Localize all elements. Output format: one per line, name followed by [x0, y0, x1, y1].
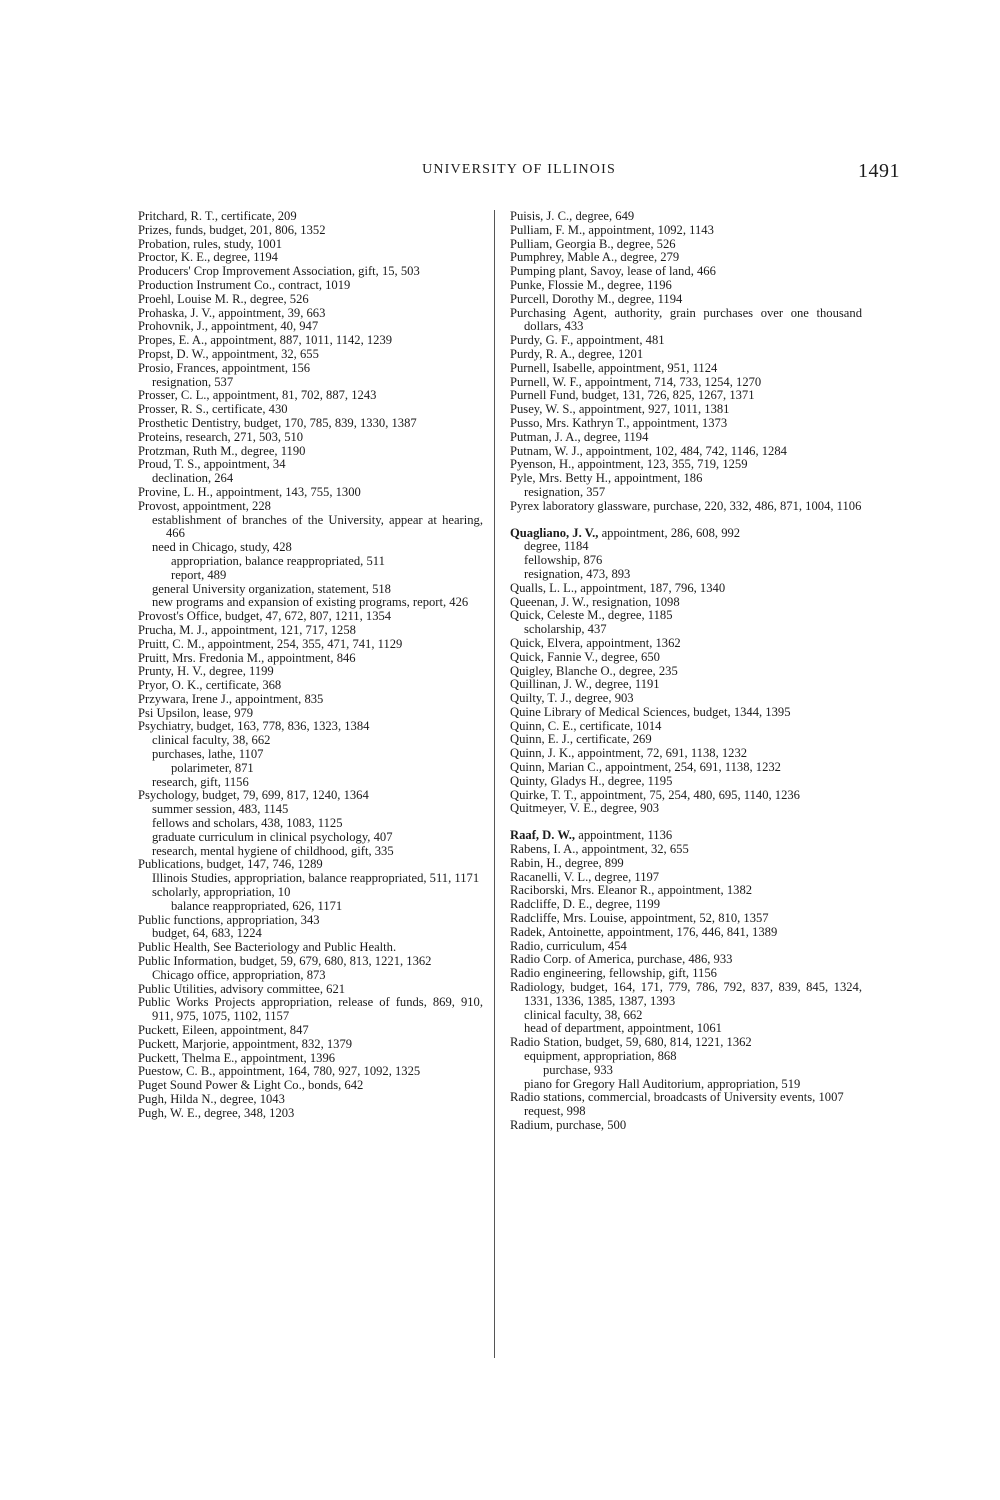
index-subentry: summer session, 483, 1145	[152, 802, 289, 817]
index-entry: Proctor, K. E., degree, 1194	[138, 250, 278, 265]
index-subentry: balance reappropriated, 626, 1171	[171, 898, 343, 913]
index-entry: Quinn, J. K., appointment, 72, 691, 1138, 1232	[510, 746, 748, 761]
index-entry: Putnam, W. J., appointment, 102, 484, 742, 1146, 1284	[510, 443, 787, 458]
index-entry: Puckett, Eileen, appointment, 847	[138, 1023, 309, 1038]
index-entry: Rabin, H., degree, 899	[510, 855, 624, 870]
index-entry: Quick, Fannie V., degree, 650	[510, 649, 660, 664]
index-subentry: general University organization, statement, 518	[152, 581, 391, 596]
index-entry: Rabens, I. A., appointment, 32, 655	[510, 842, 689, 857]
index-entry: Quirke, T. T., appointment, 75, 254, 480, 695, 1140, 1236	[510, 787, 800, 802]
index-entry: Purchasing Agent, authority, grain purchases over one thousand dollars, 433	[510, 305, 862, 334]
index-entry: Prohaska, J. V., appointment, 39, 663	[138, 305, 326, 320]
index-entry: Purcell, Dorothy M., degree, 1194	[510, 291, 683, 306]
index-entry: Propst, D. W., appointment, 32, 655	[138, 346, 319, 361]
index-subentry: budget, 64, 683, 1224	[152, 926, 262, 941]
index-entry: Pyenson, H., appointment, 123, 355, 719, 1259	[510, 457, 748, 472]
index-entry: Qualls, L. L., appointment, 187, 796, 1340	[510, 580, 726, 595]
index-entry: Pulliam, Georgia B., degree, 526	[510, 236, 676, 251]
index-subentry: declination, 264	[152, 471, 234, 486]
index-heading-name: Raaf, D. W.,	[510, 828, 576, 843]
running-head: UNIVERSITY OF ILLINOIS	[422, 162, 616, 177]
index-entry: Quinn, E. J., certificate, 269	[510, 732, 652, 747]
page-number: 1491	[858, 160, 900, 182]
index-entry: Quinn, Marian C., appointment, 254, 691, 1138, 1232	[510, 760, 781, 775]
index-entry: Purnell Fund, budget, 131, 726, 825, 1267, 1371	[510, 388, 755, 403]
index-entry: Pritchard, R. T., certificate, 209	[138, 209, 297, 223]
index-entry: Quilty, T. J., degree, 903	[510, 691, 634, 706]
index-entry: Proehl, Louise M. R., degree, 526	[138, 291, 309, 306]
index-entry: Public Information, budget, 59, 679, 680, 813, 1221, 1362	[138, 954, 432, 969]
index-entry: Public functions, appropriation, 343	[138, 912, 320, 927]
index-entry: Raciborski, Mrs. Eleanor R., appointment, 1382	[510, 883, 753, 898]
index-entry: Production Instrument Co., contract, 1019	[138, 277, 351, 292]
index-entry: Prunty, H. V., degree, 1199	[138, 664, 274, 679]
index-entry: Pruitt, Mrs. Fredonia M., appointment, 846	[138, 650, 356, 665]
index-entry: Radcliffe, D. E., degree, 1199	[510, 897, 661, 912]
index-entry: Protzman, Ruth M., degree, 1190	[138, 443, 306, 458]
index-entry: Radiology, budget, 164, 171, 779, 786, 792, 837, 839, 845, 1324, 1331, 1336, 1385, 1387, 1393	[510, 980, 862, 1008]
index-subentry: clinical faculty, 38, 662	[524, 1007, 643, 1022]
index-entry: Provine, L. H., appointment, 143, 755, 1300	[138, 484, 361, 499]
index-entry: Purnell, W. F., appointment, 714, 733, 1254, 1270	[510, 374, 762, 389]
index-entry: Racanelli, V. L., degree, 1197	[510, 869, 660, 884]
index-subentry: report, 489	[171, 567, 227, 582]
index-subentry: purchase, 933	[543, 1062, 613, 1077]
index-entry: Psychiatry, budget, 163, 778, 836, 1323, 1384	[138, 719, 370, 734]
index-entry: Provost, appointment, 228	[138, 498, 271, 513]
index-entry: Psychology, budget, 79, 699, 817, 1240, 1364	[138, 788, 369, 803]
index-subentry: polarimeter, 871	[171, 760, 254, 775]
index-entry: Psi Upsilon, lease, 979	[138, 705, 254, 720]
index-entry: Prosthetic Dentistry, budget, 170, 785, 839, 1330, 1387	[138, 415, 417, 430]
index-entry: Quine Library of Medical Sciences, budget, 1344, 1395	[510, 704, 791, 719]
index-subentry: head of department, appointment, 1061	[524, 1021, 722, 1036]
index-subentry: resignation, 537	[152, 374, 234, 389]
index-entry: Purdy, R. A., degree, 1201	[510, 346, 644, 361]
index-entry: Producers' Crop Improvement Association, gift, 15, 503	[138, 264, 420, 279]
index-entry: Radio, curriculum, 454	[510, 938, 627, 953]
index-entry: Pruitt, C. M., appointment, 254, 355, 471, 741, 1129	[138, 636, 403, 651]
index-entry: Puestow, C. B., appointment, 164, 780, 927, 1092, 1325	[138, 1064, 421, 1079]
index-entry: Purnell, Isabelle, appointment, 951, 1124	[510, 360, 718, 375]
index-entry: Raaf, D. W., appointment, 1136	[510, 828, 673, 843]
index-entry: Probation, rules, study, 1001	[138, 236, 283, 251]
index-entry: Pyrex laboratory glassware, purchase, 220, 332, 486, 871, 1004, 1106	[510, 498, 862, 513]
index-entry: Prosio, Frances, appointment, 156	[138, 360, 311, 375]
index-entry: Quillinan, J. W., degree, 1191	[510, 677, 660, 692]
index-entry: Public Utilities, advisory committee, 621	[138, 981, 346, 996]
index-entry: Puisis, J. C., degree, 649	[510, 209, 635, 223]
index-subentry: scholarship, 437	[524, 622, 607, 637]
index-entry: Radium, purchase, 500	[510, 1118, 627, 1132]
index-entry: Prosser, C. L., appointment, 81, 702, 887, 1243	[138, 388, 377, 403]
index-subentry: fellows and scholars, 438, 1083, 1125	[152, 816, 343, 831]
index-subentry: resignation, 357	[524, 484, 606, 499]
index-subentry: degree, 1184	[524, 539, 589, 554]
index-subentry: resignation, 473, 893	[524, 566, 631, 581]
index-entry: Quigley, Blanche O., degree, 235	[510, 663, 678, 678]
index-entry: Quinn, C. E., certificate, 1014	[510, 718, 662, 733]
index-entry: Puckett, Marjorie, appointment, 832, 1379	[138, 1036, 353, 1051]
index-entry: Prohovnik, J., appointment, 40, 947	[138, 319, 319, 334]
index-entry: Punke, Flossie M., degree, 1196	[510, 277, 672, 292]
index-entry: Quick, Elvera, appointment, 1362	[510, 635, 681, 650]
index-subentry: graduate curriculum in clinical psychology, 407	[152, 829, 393, 844]
index-entry: Purdy, G. F., appointment, 481	[510, 333, 665, 348]
index-subentry: clinical faculty, 38, 662	[152, 733, 271, 748]
index-entry: Public Works Projects appropriation, release of funds, 869, 910, 911, 975, 1075, 1102, 1157	[138, 995, 483, 1024]
index-entry: Puckett, Thelma E., appointment, 1396	[138, 1050, 336, 1065]
index-entry: Queenan, J. W., resignation, 1098	[510, 594, 680, 609]
index-subentry: purchases, lathe, 1107	[152, 747, 264, 762]
index-entry: Radio stations, commercial, broadcasts of University events, 1007	[510, 1090, 844, 1105]
index-entry: Pumping plant, Savoy, lease of land, 466	[510, 264, 716, 279]
index-column-right	[510, 210, 862, 1133]
index-subentry: appropriation, balance reappropriated, 511	[171, 553, 385, 568]
index-entry: Publications, budget, 147, 746, 1289	[138, 857, 323, 872]
index-entry: Prizes, funds, budget, 201, 806, 1352	[138, 222, 326, 237]
index-subentry: Illinois Studies, appropriation, balance reappropriated, 511, 1171	[152, 871, 480, 886]
index-entry: Radek, Antoinette, appointment, 176, 446, 841, 1389	[510, 924, 778, 939]
index-entry: Quinty, Gladys H., degree, 1195	[510, 773, 673, 788]
index-subentry: research, mental hygiene of childhood, gift, 335	[152, 843, 394, 858]
index-entry: Pulliam, F. M., appointment, 1092, 1143	[510, 222, 714, 237]
index-entry: Quitmeyer, V. E., degree, 903	[510, 801, 660, 816]
index-subentry: piano for Gregory Hall Auditorium, appropriation, 519	[524, 1076, 801, 1091]
index-entry: Radio Station, budget, 59, 680, 814, 1221, 1362	[510, 1035, 752, 1050]
index-entry: Provost's Office, budget, 47, 672, 807, 1211, 1354	[138, 609, 392, 624]
index-entry: Putman, J. A., degree, 1194	[510, 429, 649, 444]
index-entry: Pryor, O. K., certificate, 368	[138, 678, 282, 693]
index-entry: Pugh, Hilda N., degree, 1043	[138, 1092, 285, 1106]
index-subentry: need in Chicago, study, 428	[152, 540, 292, 555]
index-subentry: research, gift, 1156	[152, 774, 249, 789]
index-subentry: request, 998	[524, 1104, 586, 1119]
index-entry: Propes, E. A., appointment, 887, 1011, 1142, 1239	[138, 333, 393, 348]
index-entry: Radio engineering, fellowship, gift, 1156	[510, 966, 717, 981]
index-entry: Quick, Celeste M., degree, 1185	[510, 608, 673, 623]
index-entry: Pusso, Mrs. Kathryn T., appointment, 1373	[510, 415, 728, 430]
index-entry: Pusey, W. S., appointment, 927, 1011, 1381	[510, 402, 730, 417]
index-column-left	[138, 210, 483, 1121]
index-entry: Proteins, research, 271, 503, 510	[138, 429, 304, 444]
index-subentry: Chicago office, appropriation, 873	[152, 967, 326, 982]
index-entry: Prosser, R. S., certificate, 430	[138, 402, 288, 417]
index-entry: Prucha, M. J., appointment, 121, 717, 1258	[138, 622, 356, 637]
index-subentry: scholarly, appropriation, 10	[152, 885, 291, 900]
index-heading-name: Quagliano, J. V.,	[510, 525, 599, 540]
index-entry: Pumphrey, Mable A., degree, 279	[510, 250, 680, 265]
index-entry: Quagliano, J. V., appointment, 286, 608, 992	[510, 525, 741, 540]
index-entry: Public Health, See Bacteriology and Public Health.	[138, 940, 397, 955]
index-subentry: new programs and expansion of existing programs, report, 426	[152, 595, 469, 610]
index-entry: Przywara, Irene J., appointment, 835	[138, 691, 324, 706]
index-entry: Radio Corp. of America, purchase, 486, 933	[510, 952, 733, 967]
index-entry: Pugh, W. E., degree, 348, 1203	[138, 1105, 295, 1120]
index-entry: Puget Sound Power & Light Co., bonds, 642	[138, 1078, 364, 1093]
index-subentry: establishment of branches of the University, appear at hearing, 466	[152, 512, 483, 541]
index-entry: Proud, T. S., appointment, 34	[138, 457, 286, 472]
index-subentry: fellowship, 876	[524, 553, 603, 568]
page-header	[138, 160, 900, 190]
column-divider	[494, 210, 495, 1358]
index-subentry: equipment, appropriation, 868	[524, 1049, 677, 1064]
index-entry: Radcliffe, Mrs. Louise, appointment, 52, 810, 1357	[510, 911, 769, 926]
index-entry: Pyle, Mrs. Betty H., appointment, 186	[510, 471, 703, 486]
